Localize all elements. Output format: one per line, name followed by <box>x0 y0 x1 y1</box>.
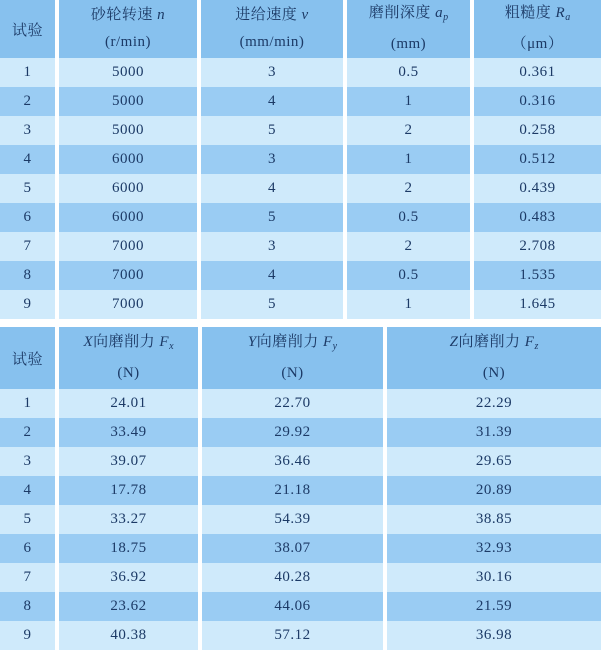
data-cell: 6000 <box>57 203 199 232</box>
trial-number-cell: 7 <box>0 563 57 592</box>
col-header-grinding-depth-title: 磨削深度 $a_p$ <box>368 5 449 23</box>
table-row <box>0 261 601 290</box>
data-cell: 2 <box>345 116 472 145</box>
table-row <box>0 592 601 621</box>
data-cell: 0.5 <box>345 203 472 232</box>
data-cell: 36.92 <box>57 563 200 592</box>
data-cell: 36.46 <box>200 447 385 476</box>
data-cell: 21.59 <box>385 592 601 621</box>
data-cell: 1 <box>345 87 472 116</box>
col-header-force-y <box>200 327 385 389</box>
data-cell: 31.39 <box>385 418 601 447</box>
data-cell: 1.535 <box>472 261 601 290</box>
data-cell: 39.07 <box>57 447 200 476</box>
grinding-forces-table <box>0 327 601 650</box>
data-cell: 0.258 <box>472 116 601 145</box>
col-header-force-x-title: X向磨削力 $F_x$ <box>83 334 174 352</box>
data-cell: 5000 <box>57 116 199 145</box>
trial-number-cell: 6 <box>0 203 57 232</box>
data-cell: 2 <box>345 174 472 203</box>
col-header-roughness <box>472 0 601 58</box>
data-cell: 5 <box>199 290 345 319</box>
data-cell: 40.28 <box>200 563 385 592</box>
table-row <box>0 203 601 232</box>
trial-number-cell: 4 <box>0 476 57 505</box>
col-header-grinding-depth <box>345 0 472 58</box>
data-cell: 6000 <box>57 145 199 174</box>
data-cell: 21.18 <box>200 476 385 505</box>
table-row <box>0 447 601 476</box>
data-cell: 24.01 <box>57 389 200 418</box>
col-header-trial-label: 试验 <box>11 22 43 39</box>
trial-number-cell: 6 <box>0 534 57 563</box>
data-cell: 0.361 <box>472 58 601 87</box>
trial-number-cell: 2 <box>0 87 57 116</box>
parameters-header-row <box>0 0 601 58</box>
data-cell: 7000 <box>57 232 199 261</box>
col-header-wheel-speed <box>57 0 199 58</box>
data-cell: 30.16 <box>385 563 601 592</box>
data-cell: 20.89 <box>385 476 601 505</box>
data-cell: 33.27 <box>57 505 200 534</box>
data-cell: 44.06 <box>200 592 385 621</box>
col-header-force-z-title: Z向磨削力 $F_z$ <box>449 334 539 352</box>
data-cell: 3 <box>199 58 345 87</box>
data-cell: 0.439 <box>472 174 601 203</box>
data-cell: 0.5 <box>345 261 472 290</box>
table-row <box>0 621 601 650</box>
table-row <box>0 505 601 534</box>
col-header-wheel-speed-title: 砂轮转速 n <box>90 7 166 23</box>
col-header-feed-rate-unit: (mm/min) <box>239 34 305 50</box>
data-cell: 0.512 <box>472 145 601 174</box>
trial-number-cell: 4 <box>0 145 57 174</box>
trial-number-cell: 2 <box>0 418 57 447</box>
data-cell: 5000 <box>57 58 199 87</box>
col-header-grinding-depth-unit: (mm) <box>390 36 427 52</box>
table-row <box>0 476 601 505</box>
data-cell: 0.316 <box>472 87 601 116</box>
table-row <box>0 418 601 447</box>
col-header-force-z-unit: (N) <box>482 365 506 381</box>
data-cell: 5 <box>199 116 345 145</box>
col-header-roughness-title: 粗糙度 $R_a$ <box>504 5 571 23</box>
trial-number-cell: 5 <box>0 174 57 203</box>
trial-number-cell: 5 <box>0 505 57 534</box>
table-row <box>0 116 601 145</box>
data-cell: 5000 <box>57 87 199 116</box>
trial-number-cell: 1 <box>0 389 57 418</box>
data-cell: 29.65 <box>385 447 601 476</box>
trial-number-cell: 3 <box>0 447 57 476</box>
trial-number-cell: 9 <box>0 621 57 650</box>
forces-header-row <box>0 327 601 389</box>
data-cell: 6000 <box>57 174 199 203</box>
trial-number-cell: 7 <box>0 232 57 261</box>
col-header-wheel-speed-unit: (r/min) <box>105 34 151 50</box>
table-row <box>0 563 601 592</box>
data-cell: 3 <box>199 145 345 174</box>
data-cell: 4 <box>199 174 345 203</box>
col-header-feed-rate-title: 进给速度 v <box>235 7 309 23</box>
data-cell: 1.645 <box>472 290 601 319</box>
table-row <box>0 58 601 87</box>
data-cell: 1 <box>345 145 472 174</box>
data-cell: 57.12 <box>200 621 385 650</box>
col-header-force-y-title: Y向磨削力 $F_y$ <box>247 334 338 352</box>
table-row <box>0 87 601 116</box>
table-row <box>0 389 601 418</box>
data-cell: 38.07 <box>200 534 385 563</box>
data-cell: 18.75 <box>57 534 200 563</box>
data-cell: 33.49 <box>57 418 200 447</box>
data-cell: 4 <box>199 261 345 290</box>
grinding-parameters-table <box>0 0 601 319</box>
col-header-trial <box>0 327 57 389</box>
data-cell: 3 <box>199 232 345 261</box>
table-row <box>0 145 601 174</box>
col-header-trial <box>0 0 57 58</box>
data-cell: 17.78 <box>57 476 200 505</box>
col-header-feed-rate <box>199 0 345 58</box>
col-header-force-x <box>57 327 200 389</box>
data-cell: 0.5 <box>345 58 472 87</box>
data-cell: 32.93 <box>385 534 601 563</box>
col-header-force-x-unit: (N) <box>117 365 140 381</box>
data-cell: 38.85 <box>385 505 601 534</box>
trial-number-cell: 3 <box>0 116 57 145</box>
data-cell: 7000 <box>57 290 199 319</box>
trial-number-cell: 9 <box>0 290 57 319</box>
data-cell: 36.98 <box>385 621 601 650</box>
data-cell: 5 <box>199 203 345 232</box>
col-header-trial-label: 试验 <box>11 351 43 368</box>
data-cell: 22.70 <box>200 389 385 418</box>
trial-number-cell: 8 <box>0 592 57 621</box>
col-header-roughness-unit: （μm） <box>511 36 564 52</box>
data-cell: 4 <box>199 87 345 116</box>
data-cell: 2.708 <box>472 232 601 261</box>
col-header-force-y-unit: (N) <box>281 365 304 381</box>
table-row <box>0 290 601 319</box>
data-cell: 54.39 <box>200 505 385 534</box>
data-cell: 23.62 <box>57 592 200 621</box>
table-gap <box>0 319 601 327</box>
data-cell: 7000 <box>57 261 199 290</box>
trial-number-cell: 8 <box>0 261 57 290</box>
table-row <box>0 174 601 203</box>
trial-number-cell: 1 <box>0 58 57 87</box>
data-cell: 1 <box>345 290 472 319</box>
table-row <box>0 232 601 261</box>
data-cell: 0.483 <box>472 203 601 232</box>
col-header-force-z <box>385 327 601 389</box>
data-cell: 29.92 <box>200 418 385 447</box>
table-row <box>0 534 601 563</box>
data-cell: 2 <box>345 232 472 261</box>
data-cell: 22.29 <box>385 389 601 418</box>
data-cell: 40.38 <box>57 621 200 650</box>
